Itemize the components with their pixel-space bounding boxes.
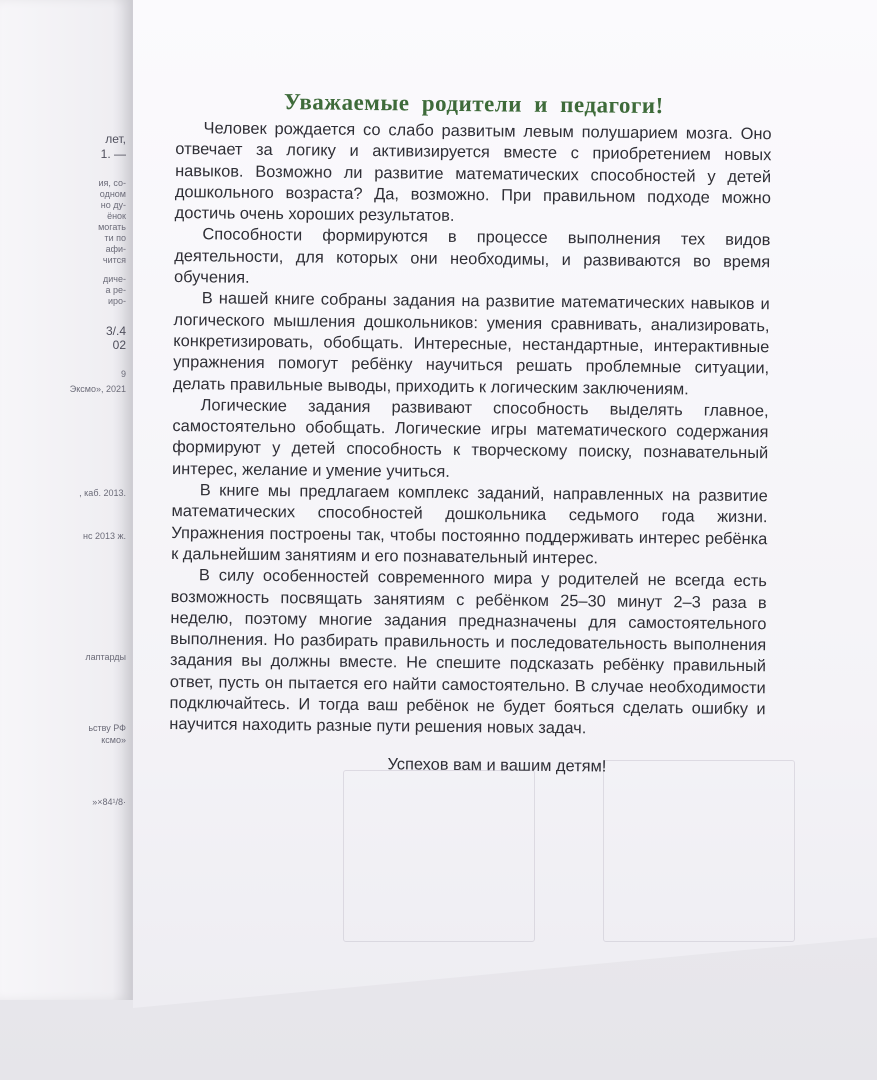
paragraph: В силу особенностей современного мира у родителей не всегда есть возможность посвящать занятиям с ребёнком 25–30 минут 2–3 раза в неделю, поэтому многие задания предназначены для самостоятельного выполнения. Но разбирать правильность и последовательность выполнения задания вы должны вместе. Не спешите подсказать ребёнку правильный ответ, пусть он пытается его найти самостоятельно. В случае необходимости подключайтесь. И тогда ваш ребёнок не будет бояться сделать ошибку и научится находить разные пути решения новых задач. <box>169 566 767 738</box>
left-page-fragment: 02 <box>112 338 126 352</box>
left-page-fragment: могать <box>98 222 126 232</box>
left-page-fragment: чится <box>102 255 126 265</box>
left-page-fragment: лаптарды <box>85 652 126 662</box>
show-through-illustration <box>343 770 535 942</box>
left-page-fragment: ёнок <box>107 211 126 221</box>
left-page-fragment: ия, со- <box>98 178 126 188</box>
paragraph: В книге мы предлагаем комплекс заданий, направленных на развитие математических способностей дошкольника седьмого года жизни. Упражнения построены так, чтобы постоянно поддерживать интерес ребёнка к дальнейшим занятиям и его познавательный интерес. <box>171 481 768 568</box>
left-page-fragment: диче- <box>103 274 126 284</box>
left-page-fragment: но ду- <box>100 200 126 210</box>
left-page-fragment: а ре- <box>105 285 126 295</box>
left-page-fragment: ьству РФ <box>88 723 126 733</box>
paragraph: В нашей книге собраны задания на развитие математических навыков и логического мышления дошкольников: умения сравнивать, анализировать, конкретизировать, обобщать. Интересные, нестандартные, интерактивные упражнения помогут ребёнку научиться решать проблемные ситуации, делать правильные выводы, приходить к логическим заключениям. <box>172 289 770 398</box>
paragraph: Способности формируются в процессе выполнения тех видов деятельности, для которых они необходимы, и развиваются во время обучения. <box>173 225 771 287</box>
paragraph: Логические задания развивают способность выделять главное, самостоятельно обобщать. Логические игры математического содержания формируют у детей способность к творческому поиску, познавательный интерес, желание и умение учиться. <box>171 396 769 481</box>
left-page-fragment: ксмо» <box>101 735 126 745</box>
left-page-fragment: афи- <box>105 244 126 254</box>
left-page-fragment: , каб. 2013. <box>79 488 126 498</box>
left-page-fragment: одном <box>99 189 126 199</box>
left-page-fragment: нс 2013 ж. <box>82 531 126 541</box>
left-page-fragment: Эксмо», 2021 <box>69 384 126 394</box>
page-title: Уважаемые родители и педагоги! <box>283 89 664 119</box>
left-page-fragment: иро- <box>107 296 126 306</box>
closing-line: Успехов вам и вашим детям! <box>387 754 607 776</box>
left-page <box>0 0 133 1000</box>
paragraph: Человек рождается со слабо развитым левым полушарием мозга. Оно отвечает за логику и активизируется вместе с приобретением новых навыков. Возможно ли развитие математических способностей у детей дошкольного возраста? Да, возможно. При правильном подходе можно достичь очень хороших результатов. <box>174 119 772 226</box>
left-page-fragment: 9 <box>120 369 126 379</box>
page-content <box>169 88 772 779</box>
show-through-illustration <box>603 760 795 942</box>
left-page-fragment: 3/.4 <box>105 324 126 338</box>
left-page-fragment: ти по <box>104 233 126 243</box>
left-page-fragment: лет, <box>105 132 126 146</box>
left-page-fragment: 1. — <box>100 147 126 161</box>
left-page-fragment: »×84¹/8· <box>92 797 126 807</box>
